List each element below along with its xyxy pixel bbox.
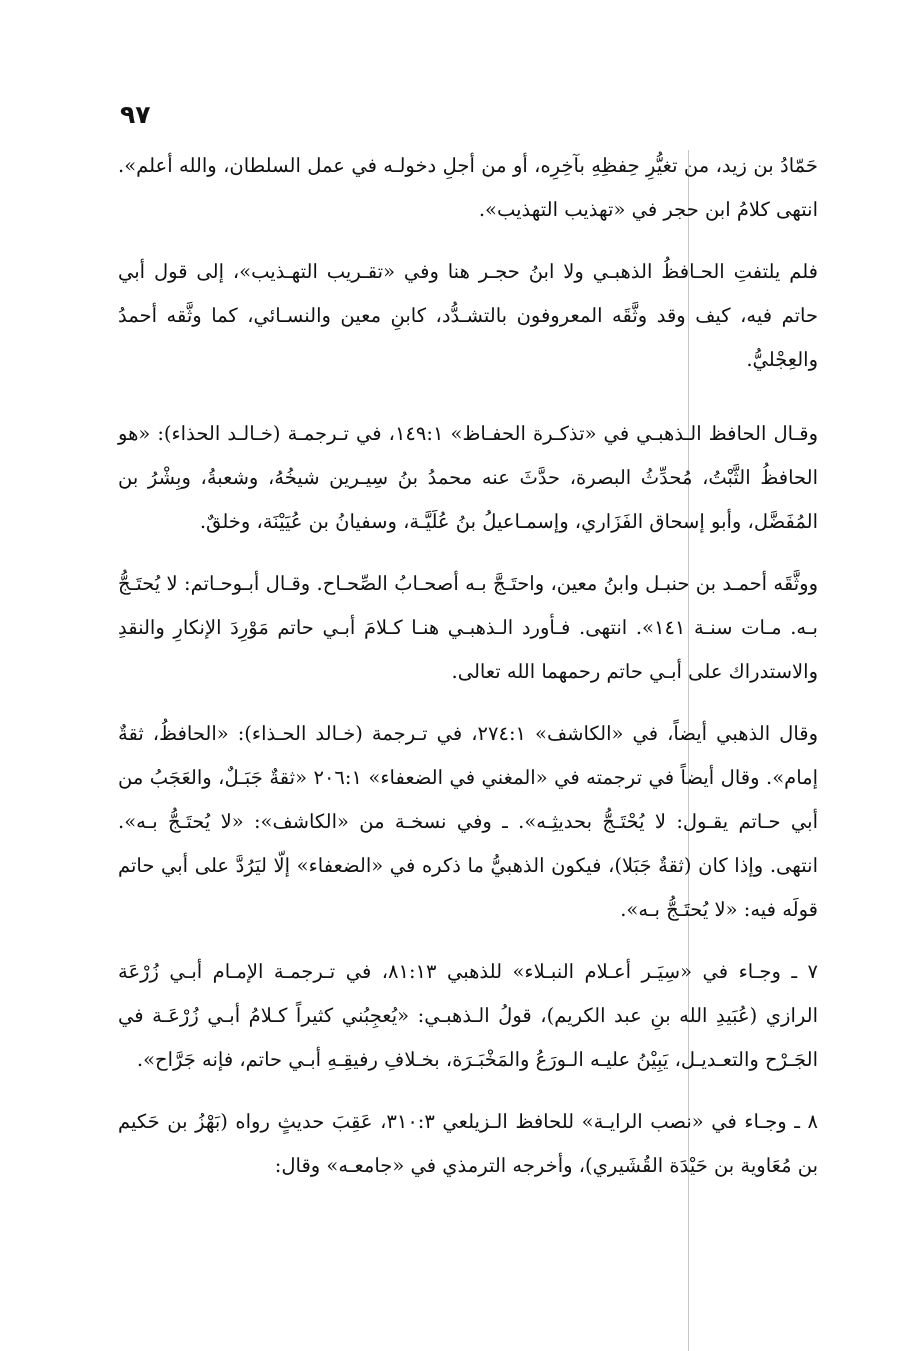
paragraph: حَمّادُ بن زيد، من تغيُّرِ حِفظِهِ بآخِرِه، أو من أجلِ دخولـه في عمل السلطان، والله أعلم». انتهى كلامُ ابن حجر في «تهذيب التهذيب».: [118, 154, 818, 221]
page-number: ٩٧: [120, 100, 151, 129]
paragraph: وقال الذهبي أيضاً، في «الكاشف» ٢٧٤:١، في تـرجمة (خـالد الحـذاء): «الحافظُ، ثقةٌ إمام». وقال أيضاً في ترجمته في «المغني في الضعفاء» ٢٠٦:١ «ثقةٌ جَبَـلٌ، والعَجَبُ من أبي حـاتم يقـول: لا يُحْتَـجُّ بحديثِـه». ـ وفي نسخـة من «الكاشف»: «لا يُحتَـجُّ بـه». انتهى. وإذا كان (ثقةٌ جَبَلا)، فيكون الذهبيُّ ما ذكره في «الضعفاء» إلّا ليَرُدَّ على أبي حاتم قولَه فيه: «لا يُحتَـجُّ بـه».: [118, 722, 819, 921]
paragraph: فلم يلتفتِ الحـافظُ الذهبـي ولا ابنُ حجـر هنا وفي «تقـريب التهـذيب»، إلى قول أبي حاتم فيه، كيف وقد وثَّقَه المعروفون بالتشـدُّد، كابنِ معين والنسـائي، كما وثَّقه أحمدُ والعِجْليُّ.: [118, 260, 818, 371]
paragraph: ٨ ـ وجـاء في «نصب الرايـة» للحافظ الـزيلعي ٣١٠:٣، عَقِبَ حديثٍ رواه (بَهْزُ بن حَكيم بن مُعَاوية بن حَيْدَة القُشَيري)، وأخرجه الترمذي في «جامعـه» وقال:: [118, 1110, 818, 1177]
paragraph: ووثَّقَه أحمـد بن حنبـل وابنُ معين، واحتَـجَّ بـه أصحـابُ الصِّحـاح. وقـال أبـوحـاتم: لا يُحتَـجُّ بـه. مـات سنـة ١٤١». انتهى. فـأورد الـذهبـي هنـا كـلامَ أبـي حاتم مَوْرِدَ الإنكارِ والنقدِ والاستدراك على أبـي حاتم رحمهما الله تعالى.: [118, 572, 818, 683]
body-text: [118, 144, 818, 1188]
paragraph: ٧ ـ وجـاء في «سِيَـر أعـلام النبـلاء» للذهبي ٨١:١٣، في تـرجمـة الإمـام أبـي زُرْعَة الرازي (عُبَيدِ الله بنِ عبد الكريم)، قولُ الـذهبـي: «يُعجِبُني كثيراً كـلامُ أبـي زُرْعَـة في الجَـرْح والتعـديـل، يَبِيْنُ عليـه الـورَعُ والمَخْبَـرَة، بخـلافِ رفيقِـهِ أبـي حاتم، فإنه جَرَّاح».: [118, 960, 818, 1071]
paragraph: وقـال الحافظ الـذهبـي في «تذكـرة الحفـاظ» ١٤٩:١، في تـرجمـة (خـالـد الحذاء): «هو الحافظُ الثَّبْتُ، مُحدِّثُ البصرة، حدَّثَ عنه محمدُ بنُ سِيـرين شيخُهُ، وشعبةُ، وبِشْرُ بن المُفَضَّل، وأبو إسحاق الفَزَاري، وإسمـاعيلُ بنُ عُلَيَّـة، وسفيانُ بن عُيَيْنَة، وخلقٌ.: [118, 422, 818, 533]
